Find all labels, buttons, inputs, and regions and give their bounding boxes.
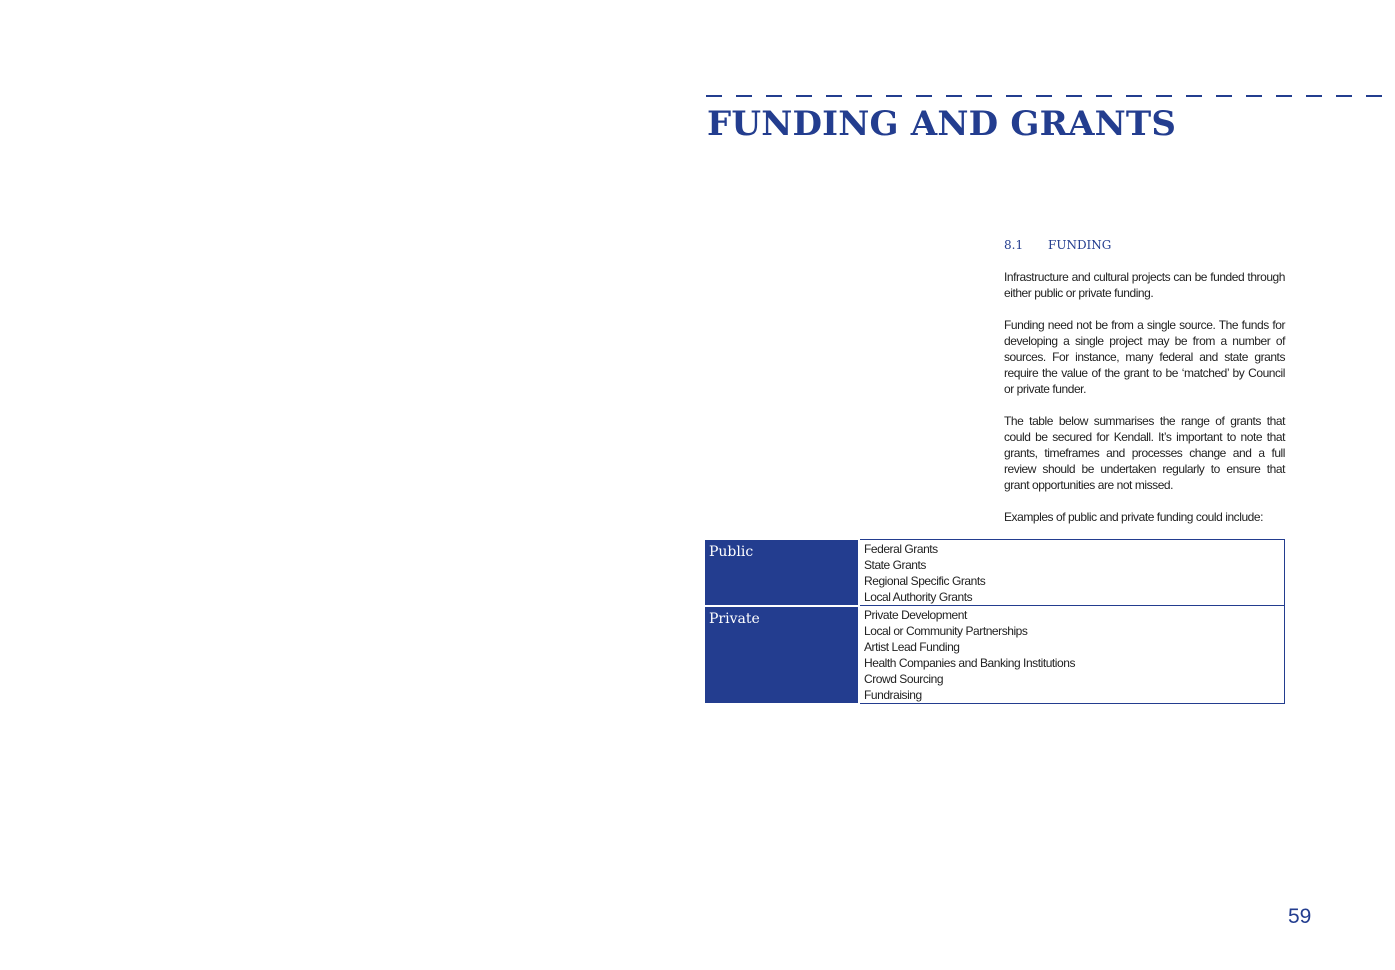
paragraph-review: The table below summarises the range of grants that could be secured for Kendall. It’s important to note that grants, timeframes and processes change and a full review should be undertaken regularly to ensure that grant opportunities are not missed. — [1004, 414, 1285, 492]
funding-table — [705, 539, 1285, 705]
list-item: Health Companies and Banking Institutions — [864, 656, 1076, 670]
category-private: Private — [705, 606, 859, 704]
dashed-divider — [706, 95, 1395, 97]
page-heading: FUNDING AND GRANTS — [707, 104, 1177, 144]
section-number: 8.1 — [1004, 238, 1024, 252]
list-item: Federal Grants — [864, 542, 938, 556]
paragraph-examples: Examples of public and private funding could include: — [1004, 510, 1263, 524]
items-private — [859, 606, 1285, 704]
section-title — [1004, 237, 1285, 253]
category-public: Public — [705, 540, 859, 606]
list-item: Local Authority Grants — [864, 590, 973, 604]
paragraph-sources: Funding need not be from a single source. The funds for developing a single project may be from a number of sources. For instance, many federal and state grants require the value of the grant to be ‘matched’ by Council or private funder. — [1004, 318, 1285, 396]
list-item: Crowd Sourcing — [864, 672, 944, 686]
list-item: Artist Lead Funding — [864, 640, 960, 654]
list-item: Local or Community Partnerships — [864, 624, 1028, 638]
section-title-text: FUNDING — [1048, 238, 1112, 252]
list-item: Private Development — [864, 608, 967, 622]
list-item: State Grants — [864, 558, 926, 572]
page-number: 59 — [1288, 905, 1312, 928]
table-row-public — [705, 540, 1285, 606]
table-row-private — [705, 606, 1285, 704]
section-funding — [1004, 237, 1285, 541]
list-item: Regional Specific Grants — [864, 574, 986, 588]
paragraph-intro: Infrastructure and cultural projects can be funded through either public or private funding. — [1004, 270, 1285, 300]
list-item: Fundraising — [864, 688, 922, 702]
items-public — [859, 540, 1285, 606]
